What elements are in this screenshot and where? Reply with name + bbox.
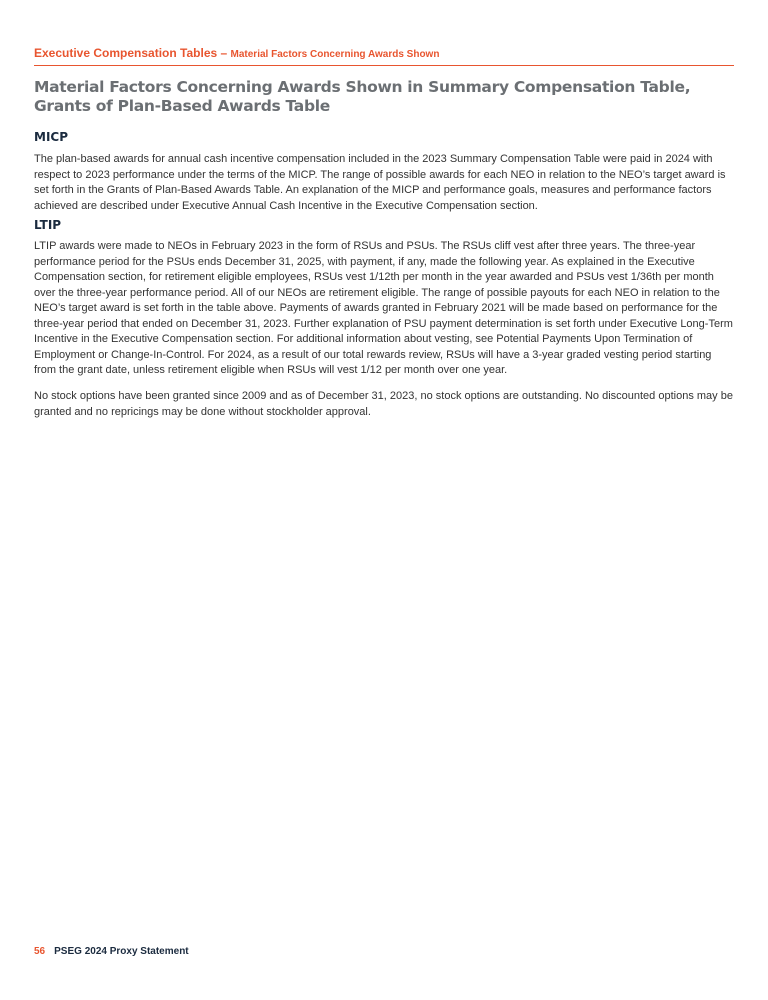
ltip-heading: LTIP [34,218,62,232]
ltip-paragraph-1: LTIP awards were made to NEOs in February 2023 in the form of RSUs and PSUs. The RSUs cliff vest after three years. The three-year performance period for the PSUs ends December 31, 2025, with payment, if any, made the following year. As explained in the Executive Compensation section, for retirement eligible employees, RSUs vest 1/12th per month in the year awarded and PSUs vest 1/36th per month over the three-year performance period. All of our NEOs are retirement eligible. The range of possible payouts for each NEO in relation to the NEO’s target award is set forth in the table above. Payments of awards granted in February 2021 will be made based on performance for the three-year period that ended on December 31, 2023. Further explanation of PSU payment determination is set forth under Executive Long-Term Incentive in the Executive Compensation section. For additional information about vesting, see Potential Payments Upon Termination of Employment or Change-In-Control. For 2024, as a result of our total rewards review, RSUs will have a 3-year graded vesting period starting from the grant date, unless retirement eligible when RSUs will vest 1/12 per month over one year. [34,240,733,376]
document-name: PSEG 2024 Proxy Statement [54,946,189,957]
ltip-paragraph-2: No stock options have been granted since 2009 and as of December 31, 2023, no stock options are outstanding. No discounted options may be granted and no repricings may be done without stockholder approval. [34,390,733,418]
running-header [34,46,734,66]
micp-heading: MICP [34,130,69,144]
section-title: Material Factors Concerning Awards Shown in Summary Compensation Table, Grants of Plan-Based Awards Table [34,78,691,115]
running-header-subsection: Material Factors Concerning Awards Shown [230,49,440,60]
page-footer [34,946,189,958]
running-header-section: Executive Compensation Tables – [34,46,231,60]
micp-paragraph: The plan-based awards for annual cash incentive compensation included in the 2023 Summary Compensation Table were paid in 2024 with respect to 2023 performance under the terms of the MICP. The range of possible awards for each NEO in relation to the NEO’s target award is set forth in the Grants of Plan-Based Awards Table. An explanation of the MICP and performance goals, measures and performance factors achieved are described under Executive Annual Cash Incentive in the Executive Compensation section. [34,153,726,212]
page-number: 56 [34,946,46,957]
